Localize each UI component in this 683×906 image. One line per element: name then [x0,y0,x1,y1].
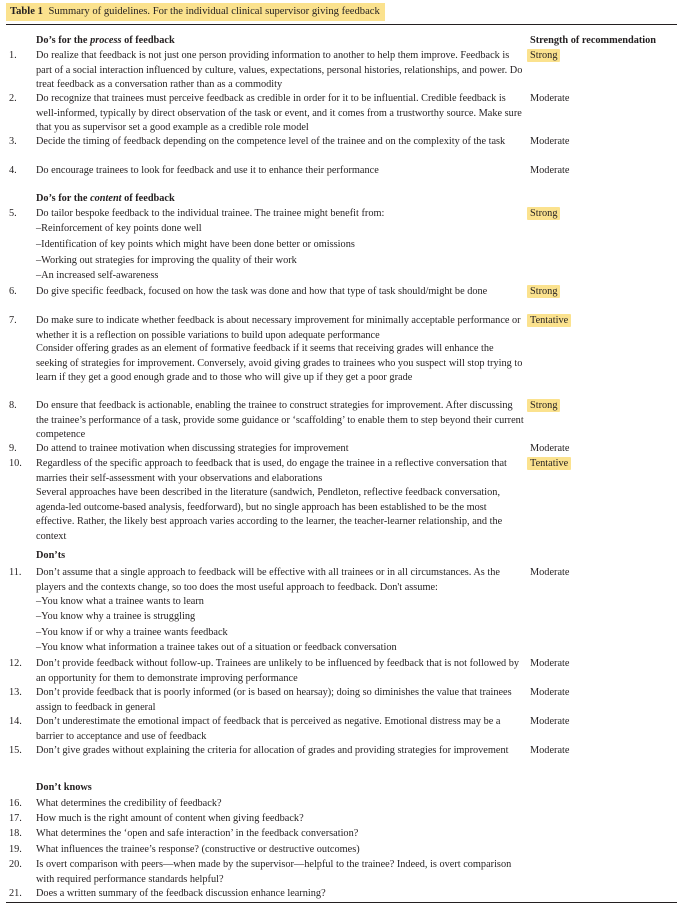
strength-label: Moderate [530,567,570,578]
item-note: Consider offering grades as an element of formative feedback if it seems that receiving grades will enhance the seeking of strategies for improvement. Conversely, avoid giving grades to trainees who you suspect will stop trying to learn if they get a good enough grade and to those who will give up if they get a poor grade [36,343,523,383]
section-dontknows-heading: Don’t knows [36,782,92,793]
section-content-heading: Do’s for the content of feedback [36,193,175,204]
item-number: 6. [9,286,17,297]
section-donts-heading: Don’ts [36,550,66,561]
item-text: Don’t underestimate the emotional impact of feedback that is perceived as negative. Emotional distress may be a barrier to acceptance and use of feedback [36,716,501,742]
item-number: 19. [9,844,22,855]
item-number: 21. [9,888,22,899]
item-number: 12. [9,658,22,669]
top-rule [6,24,677,25]
item-text: Don’t give grades without explaining the criteria for allocation of grades and providing strategies for improvement [36,745,509,756]
strength-label: Moderate [530,165,570,176]
item-number: 9. [9,443,17,454]
item-text: Decide the timing of feedback depending on the competence level of the trainee and on the complexity of the task [36,136,506,147]
item-text: How much is the right amount of content when giving feedback? [36,813,304,824]
strength-label: Moderate [530,716,570,727]
item-text: Don’t provide feedback that is poorly informed (or is based on hearsay); doing so diminishes the value that trainees assign to feedback in general [36,687,512,713]
item-number: 14. [9,716,22,727]
item-text: Do recognize that trainees must perceive feedback as credible in order for it to be influential. Credible feedback is well-informed, typically by direct observation of the task or event, and it comes from a trustworthy source. Make sure that you as supervisor set a good example as a credible role model [36,93,522,133]
sub-point: –You know what a trainee wants to learn [36,596,204,607]
table-caption [6,3,385,21]
sub-point: –An increased self-awareness [36,270,159,281]
section-process-heading: Do’s for the process of feedback [36,35,175,46]
strength-badge: Strong [530,285,560,300]
strength-column-header: Strength of recommendation [530,35,657,46]
item-number: 15. [9,745,22,756]
item-number: 13. [9,687,22,698]
item-number: 8. [9,400,17,411]
sub-point: –Working out strategies for improving the quality of their work [36,255,297,266]
strength-label: Moderate [530,658,570,669]
item-number: 5. [9,208,17,219]
item-number: 2. [9,93,17,104]
strength-badge: Strong [530,49,560,64]
item-text: What determines the ‘open and safe interaction’ in the feedback conversation? [36,828,359,839]
item-text: Don’t provide feedback without follow-up. Trainees are unlikely to be influenced by feedback that is not followed by an opportunity for them to demonstrate improving performance [36,658,520,684]
strength-badge: Strong [530,399,560,414]
item-number: 10. [9,458,22,469]
item-number: 17. [9,813,22,824]
sub-point: –You know what information a trainee takes out of a situation or feedback conversation [36,642,397,653]
strength-label: Moderate [530,443,570,454]
item-text: Do encourage trainees to look for feedback and use it to enhance their performance [36,165,379,176]
item-text: Do ensure that feedback is actionable, enabling the trainee to construct strategies for improvement. After discussing the trainee’s performance of a task, provide some guidance or ‘scaffolding’ to enable them to step beyond their current competence [36,400,524,440]
strength-badge: Tentative [530,314,571,329]
item-number: 20. [9,859,22,870]
item-text: Don’t assume that a single approach to feedback will be effective with all trainees or in all circumstances. As the players and the contexts change, so too does the most useful approach to feedback. Don't assume: [36,567,500,593]
item-number: 7. [9,315,17,326]
item-note: Several approaches have been described in the literature (sandwich, Pendleton, reflective feedback conversation, agenda-led outcome-based analysis, feedforward), but no single approach has been established to be the most effective. Rather, the likely best approach varies according to the learner, the teacher-learner relationship, and the context [36,487,503,542]
strength-badge: Strong [530,207,560,222]
strength-badge: Tentative [530,457,571,472]
strength-label: Moderate [530,745,570,756]
item-text: Do give specific feedback, focused on how the task was done and how that type of task should/might be done [36,286,488,297]
item-text: Do make sure to indicate whether feedback is about necessary improvement for minimally acceptable performance or whether it is a reflection on possible variations to build upon adequate performance [36,315,521,341]
item-text: Do realize that feedback is not just one person providing information to another to help them improve. Feedback is part of a social interaction influenced by culture, values, expectations, personal histories, relationships, and power. Do treat feedback as a conversation rather than as a commodity [36,50,523,90]
sub-point: –You know if or why a trainee wants feedback [36,627,228,638]
sub-point: –Reinforcement of key points done well [36,223,202,234]
item-number: 3. [9,136,17,147]
item-number: 16. [9,798,22,809]
item-number: 4. [9,165,17,176]
table-title: Summary of guidelines. For the individual clinical supervisor giving feedback [48,6,380,17]
item-text: Does a written summary of the feedback discussion enhance learning? [36,888,326,899]
item-text: What determines the credibility of feedback? [36,798,222,809]
sub-point: –Identification of key points which might have been done better or omissions [36,239,355,250]
item-number: 1. [9,50,17,61]
strength-label: Moderate [530,93,570,104]
bottom-rule [6,902,677,903]
item-number: 11. [9,567,22,578]
item-text: Is overt comparison with peers—when made by the supervisor—helpful to the trainee? Indeed, is overt comparison with required performance standards helpful? [36,859,512,885]
item-text: Regardless of the specific approach to feedback that is used, do engage the trainee in a reflective conversation that marries their self-assessment with your observations and elaborations [36,458,507,484]
item-text: What influences the trainee’s response? (constructive or destructive outcomes) [36,844,360,855]
strength-label: Moderate [530,136,570,147]
item-text: Do attend to trainee motivation when discussing strategies for improvement [36,443,349,454]
item-text: Do tailor bespoke feedback to the individual trainee. The trainee might benefit from: [36,208,385,219]
table-label: Table 1 [10,6,43,17]
item-number: 18. [9,828,22,839]
sub-point: –You know why a trainee is struggling [36,611,196,622]
strength-label: Moderate [530,687,570,698]
